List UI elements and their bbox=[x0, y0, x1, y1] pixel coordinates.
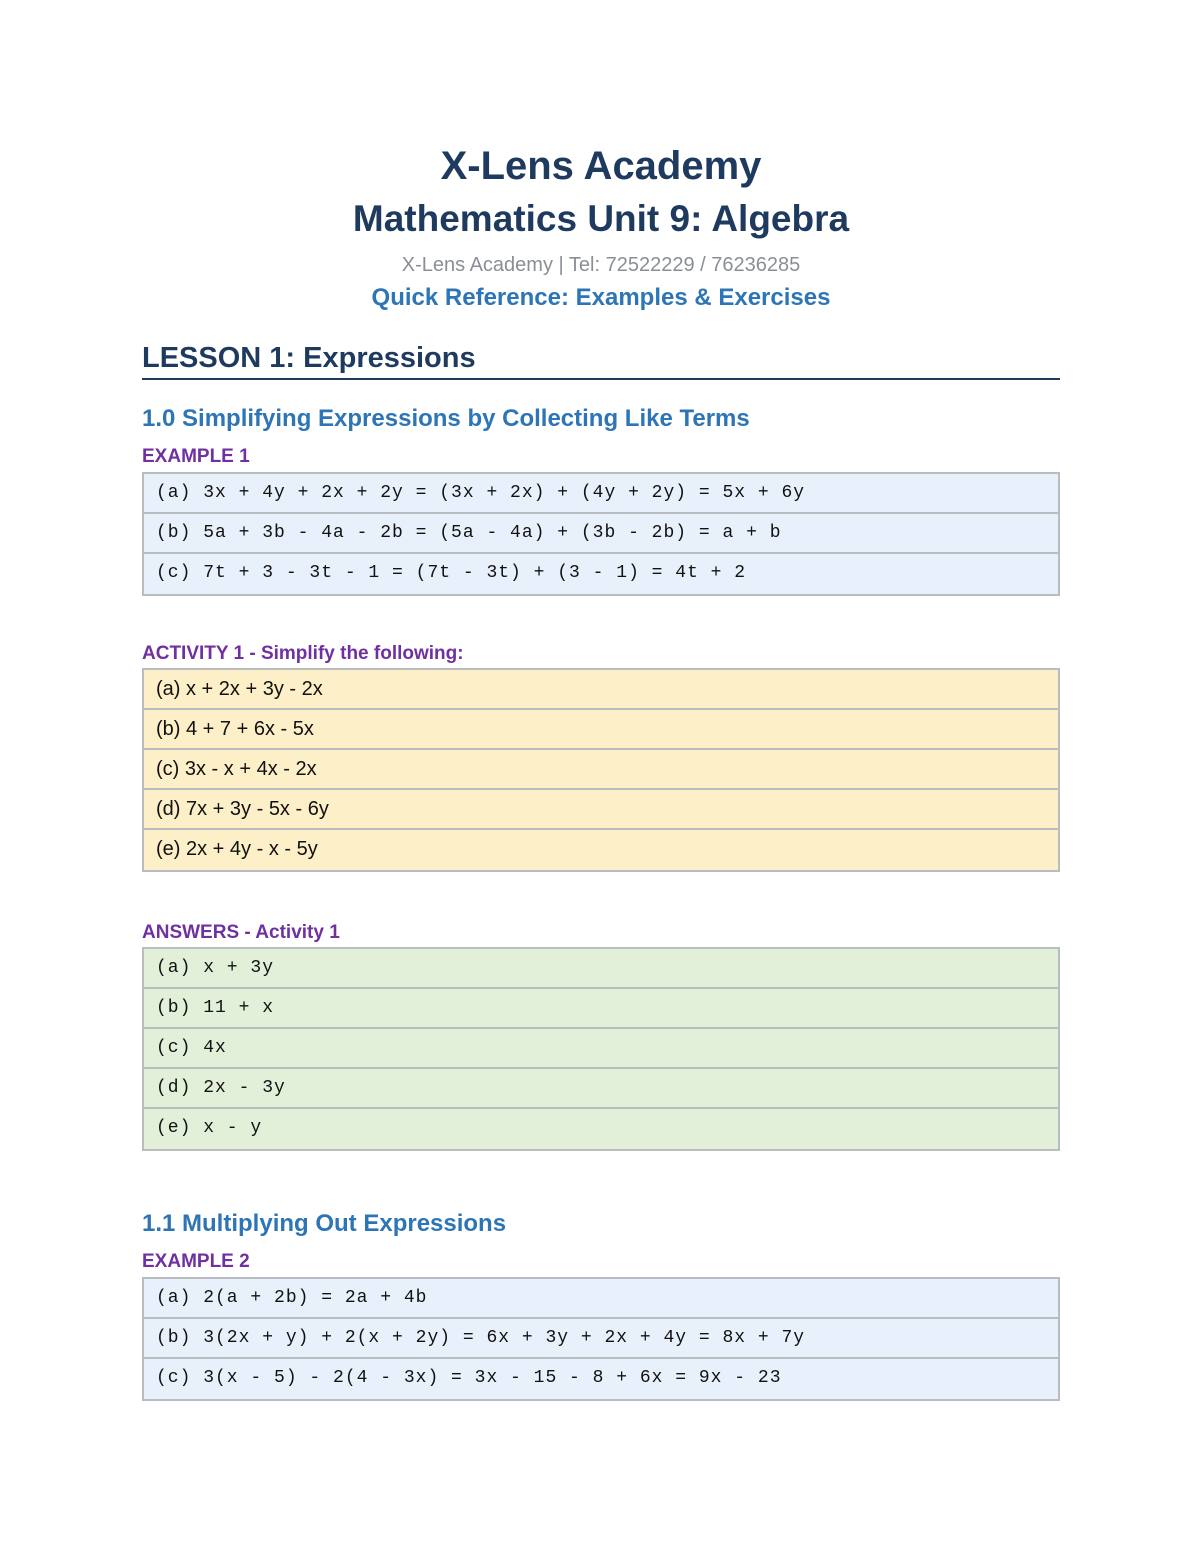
answer-row: (a) x + 3y bbox=[144, 949, 1058, 989]
example-row: (b) 5a + 3b - 4a - 2b = (5a - 4a) + (3b - 2b) = a + b bbox=[144, 514, 1058, 554]
example-1-label: EXAMPLE 1 bbox=[142, 446, 250, 467]
answers-1-label: ANSWERS - Activity 1 bbox=[142, 922, 340, 943]
quick-reference-heading: Quick Reference: Examples & Exercises bbox=[371, 284, 831, 311]
activity-1-box bbox=[142, 668, 1060, 872]
contact-line: X-Lens Academy | Tel: 72522229 / 76236285 bbox=[401, 254, 801, 276]
answer-row: (c) 4x bbox=[144, 1029, 1058, 1069]
example-row: (b) 3(2x + y) + 2(x + 2y) = 6x + 3y + 2x + 4y = 8x + 7y bbox=[144, 1319, 1058, 1359]
answers-1-box bbox=[142, 947, 1060, 1151]
example-1-box bbox=[142, 472, 1060, 596]
answer-row: (e) x - y bbox=[144, 1109, 1058, 1149]
answer-row: (d) 2x - 3y bbox=[144, 1069, 1058, 1109]
answer-row: (b) 11 + x bbox=[144, 989, 1058, 1029]
activity-row: (d) 7x + 3y - 5x - 6y bbox=[144, 790, 1058, 830]
section-heading-1-0: 1.0 Simplifying Expressions by Collecting Like Terms bbox=[142, 405, 750, 432]
example-row: (c) 3(x - 5) - 2(4 - 3x) = 3x - 15 - 8 + 6x = 9x - 23 bbox=[144, 1359, 1058, 1399]
example-row: (a) 2(a + 2b) = 2a + 4b bbox=[144, 1279, 1058, 1319]
activity-row: (a) x + 2x + 3y - 2x bbox=[144, 670, 1058, 710]
activity-row: (e) 2x + 4y - x - 5y bbox=[144, 830, 1058, 870]
example-row: (a) 3x + 4y + 2x + 2y = (3x + 2x) + (4y + 2y) = 5x + 6y bbox=[144, 474, 1058, 514]
section-heading-1-1: 1.1 Multiplying Out Expressions bbox=[142, 1210, 507, 1237]
lesson-heading: LESSON 1: Expressions bbox=[142, 340, 1060, 380]
activity-row: (b) 4 + 7 + 6x - 5x bbox=[144, 710, 1058, 750]
document-title: X-Lens Academy bbox=[440, 144, 762, 188]
example-2-box bbox=[142, 1277, 1060, 1401]
activity-row: (c) 3x - x + 4x - 2x bbox=[144, 750, 1058, 790]
activity-1-label: ACTIVITY 1 - Simplify the following: bbox=[142, 643, 464, 664]
example-2-label: EXAMPLE 2 bbox=[142, 1251, 250, 1272]
document-subtitle: Mathematics Unit 9: Algebra bbox=[352, 198, 850, 239]
example-row: (c) 7t + 3 - 3t - 1 = (7t - 3t) + (3 - 1) = 4t + 2 bbox=[144, 554, 1058, 594]
